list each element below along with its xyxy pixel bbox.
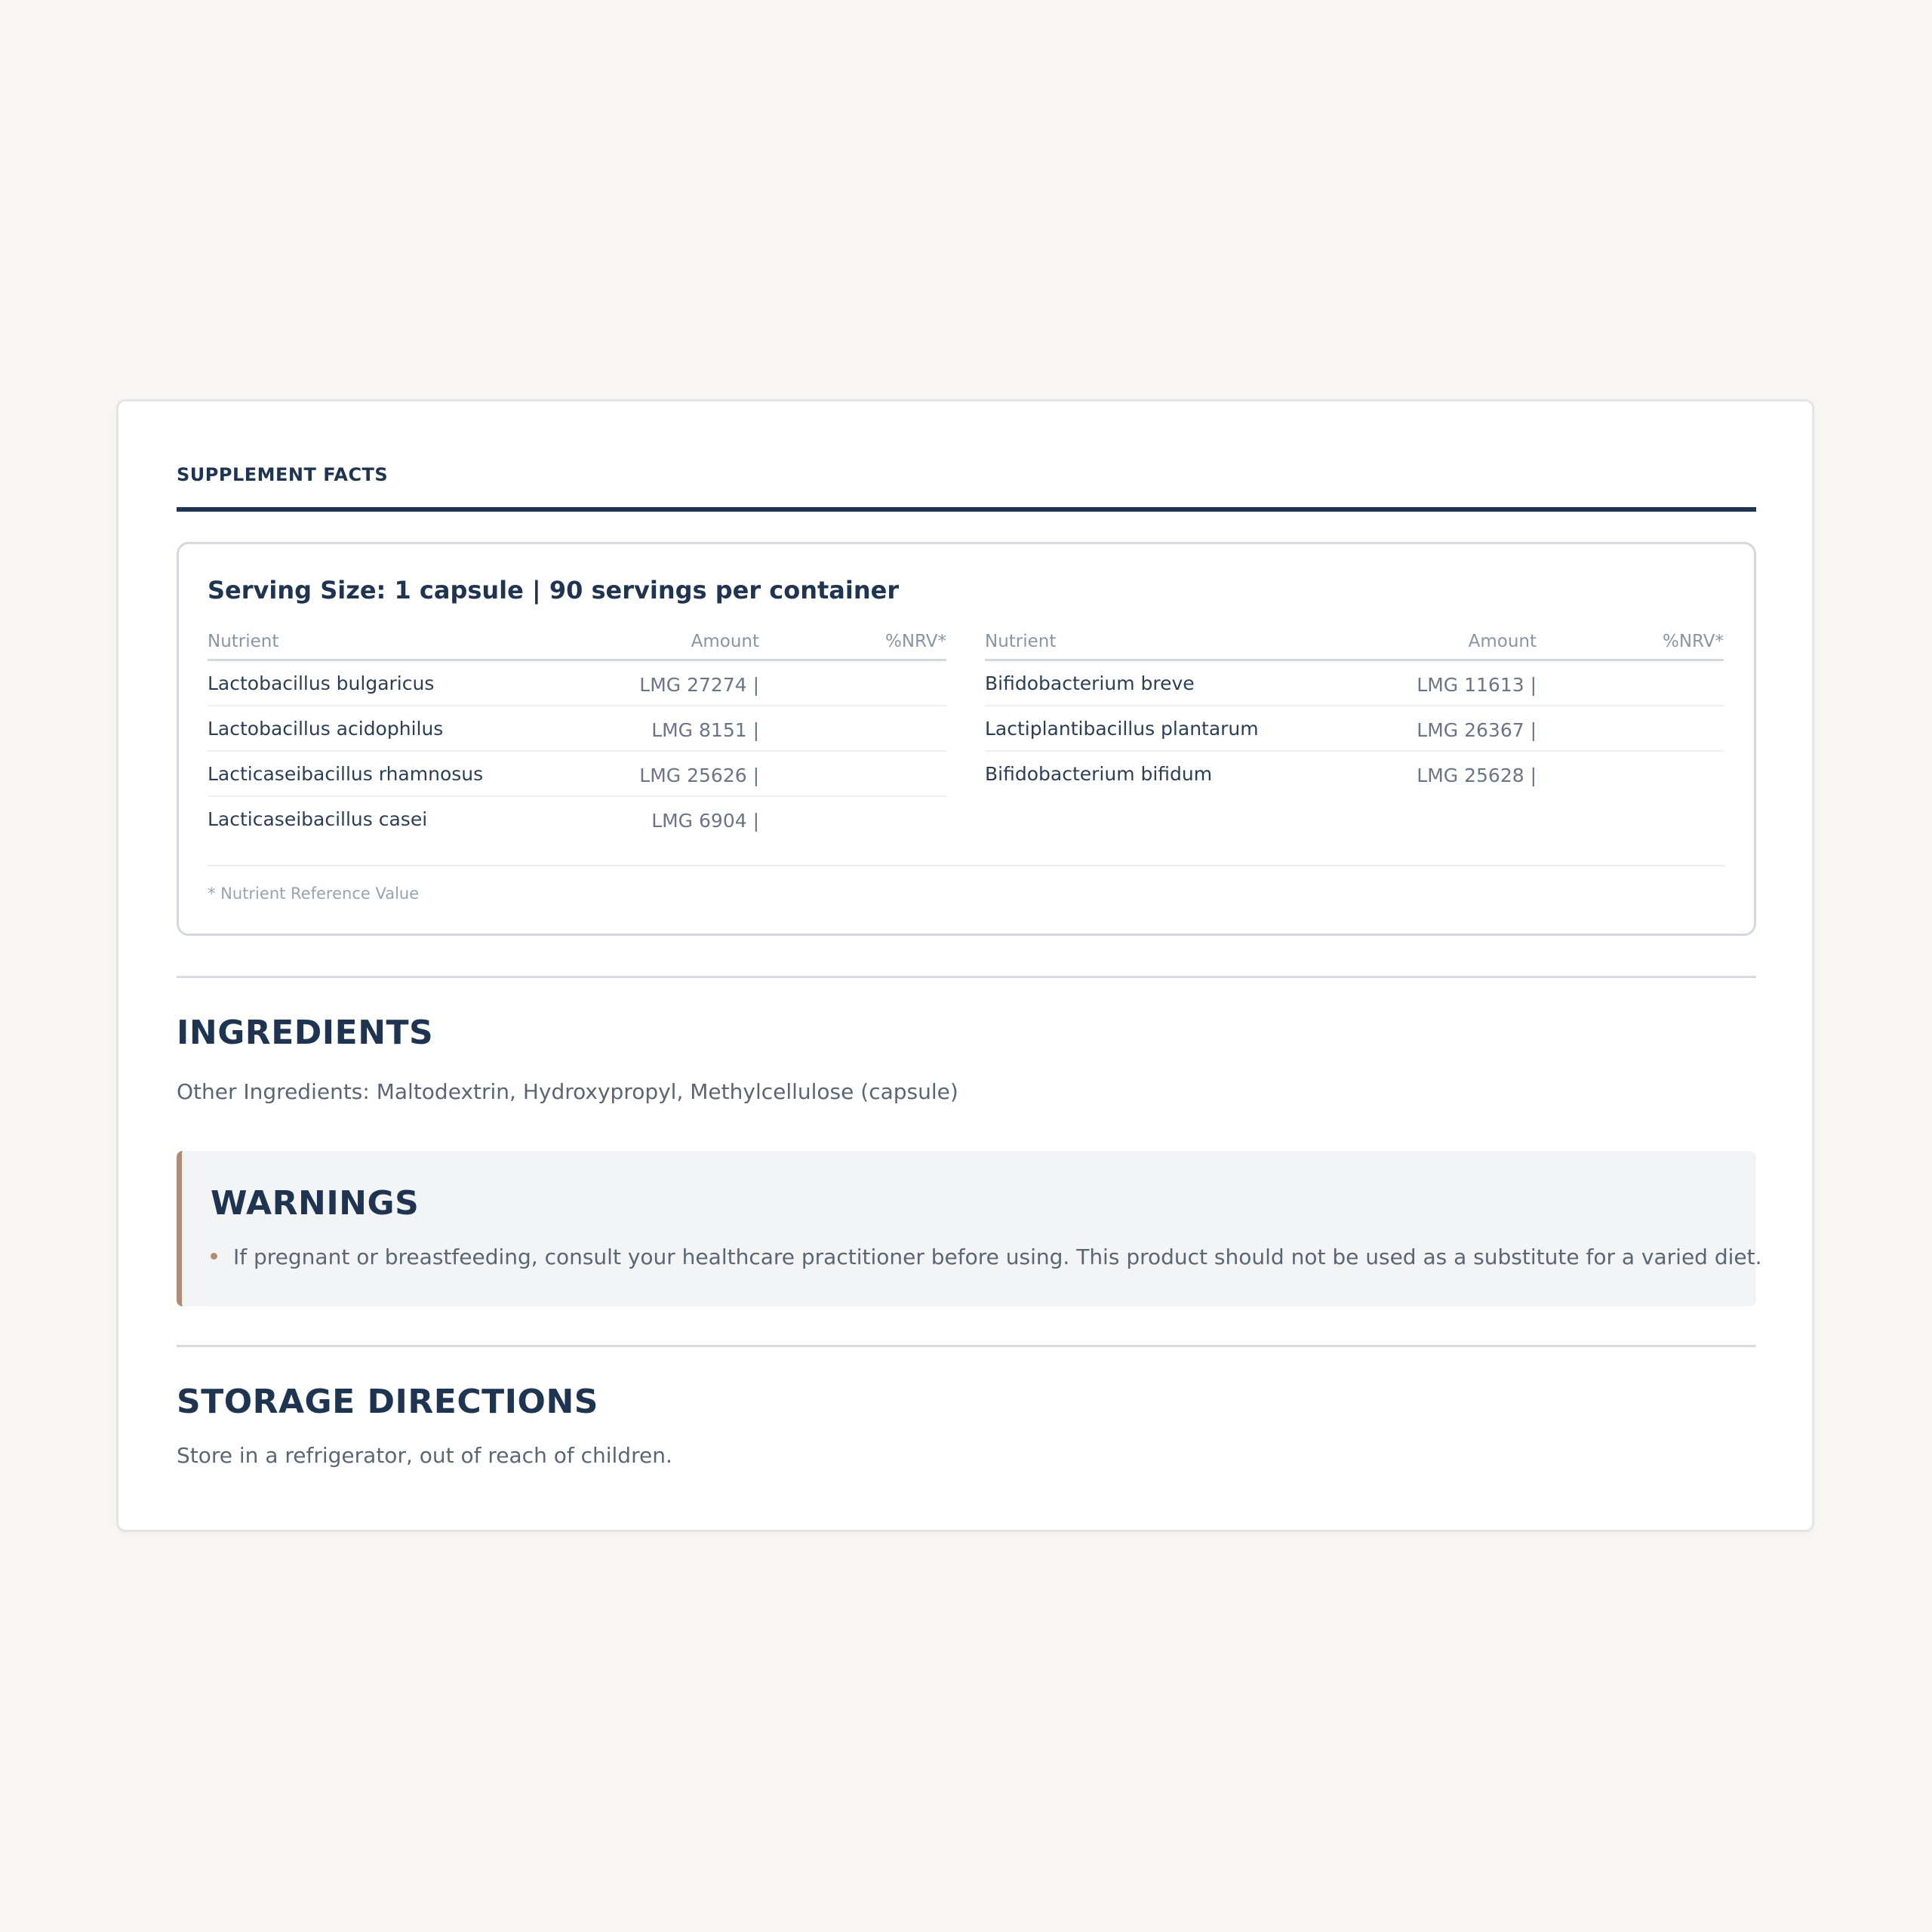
nutrient-amount: LMG 6904 | [651, 810, 759, 832]
storage-title: STORAGE DIRECTIONS [177, 1383, 598, 1421]
nutrient-name: Lactobacillus bulgaricus [208, 672, 435, 694]
nutrient-amount: LMG 8151 | [651, 719, 759, 741]
warning-item [211, 1244, 1762, 1269]
header-nrv: %NRV* [884, 632, 946, 651]
storage-text: Store in a refrigerator, out of reach of children. [177, 1443, 672, 1468]
table-row [985, 752, 1724, 795]
nutrient-name: Bifidobacterium bifidum [985, 763, 1213, 785]
header-nutrient: Nutrient [208, 632, 279, 651]
serving-size: Serving Size: 1 capsule | 90 servings per container [208, 576, 900, 605]
table-row [208, 661, 946, 706]
table-header [985, 626, 1724, 661]
supplement-facts-box [177, 542, 1756, 936]
nutrient-amount: LMG 25628 | [1417, 764, 1537, 786]
table-row [208, 752, 946, 797]
nutrient-name: Lacticaseibacillus rhamnosus [208, 763, 484, 785]
nutrient-table-left [208, 626, 946, 841]
nutrient-amount: LMG 27274 | [639, 674, 759, 696]
nutrient-name: Lactiplantibacillus plantarum [985, 718, 1259, 740]
ingredients-text: Other Ingredients: Maltodextrin, Hydroxypropyl, Methylcellulose (capsule) [177, 1079, 958, 1104]
header-nutrient: Nutrient [985, 632, 1057, 651]
nutrient-amount: LMG 11613 | [1417, 674, 1537, 696]
table-row [985, 706, 1724, 752]
nutrient-amount: LMG 25626 | [639, 764, 759, 786]
supplement-card [116, 399, 1814, 1532]
header-nrv: %NRV* [1662, 632, 1724, 651]
nutrient-name: Lactobacillus acidophilus [208, 718, 444, 740]
section-divider [177, 1345, 1756, 1347]
section-divider [177, 976, 1756, 978]
ingredients-title: INGREDIENTS [177, 1014, 434, 1052]
supplement-facts-label: SUPPLEMENT FACTS [177, 464, 389, 485]
header-amount: Amount [1468, 632, 1537, 651]
table-header [208, 626, 946, 661]
table-row [208, 706, 946, 752]
nutrient-name: Bifidobacterium breve [985, 672, 1195, 694]
table-row [208, 797, 946, 841]
warnings-box [177, 1151, 1762, 1306]
warning-text: If pregnant or breastfeeding, consult your healthcare practitioner before using. This product should not be used as a substitute for a varied diet. [233, 1244, 1762, 1269]
nrv-footnote: * Nutrient Reference Value [208, 884, 420, 903]
header-amount: Amount [691, 632, 759, 651]
bullet-icon [211, 1253, 217, 1260]
nutrient-table-right [985, 626, 1724, 795]
header-divider [177, 507, 1756, 512]
nutrient-name: Lacticaseibacillus casei [208, 808, 428, 830]
nutrient-amount: LMG 26367 | [1417, 719, 1537, 741]
warnings-title: WARNINGS [211, 1184, 420, 1223]
table-row [985, 661, 1724, 706]
footnote-divider [208, 865, 1725, 866]
